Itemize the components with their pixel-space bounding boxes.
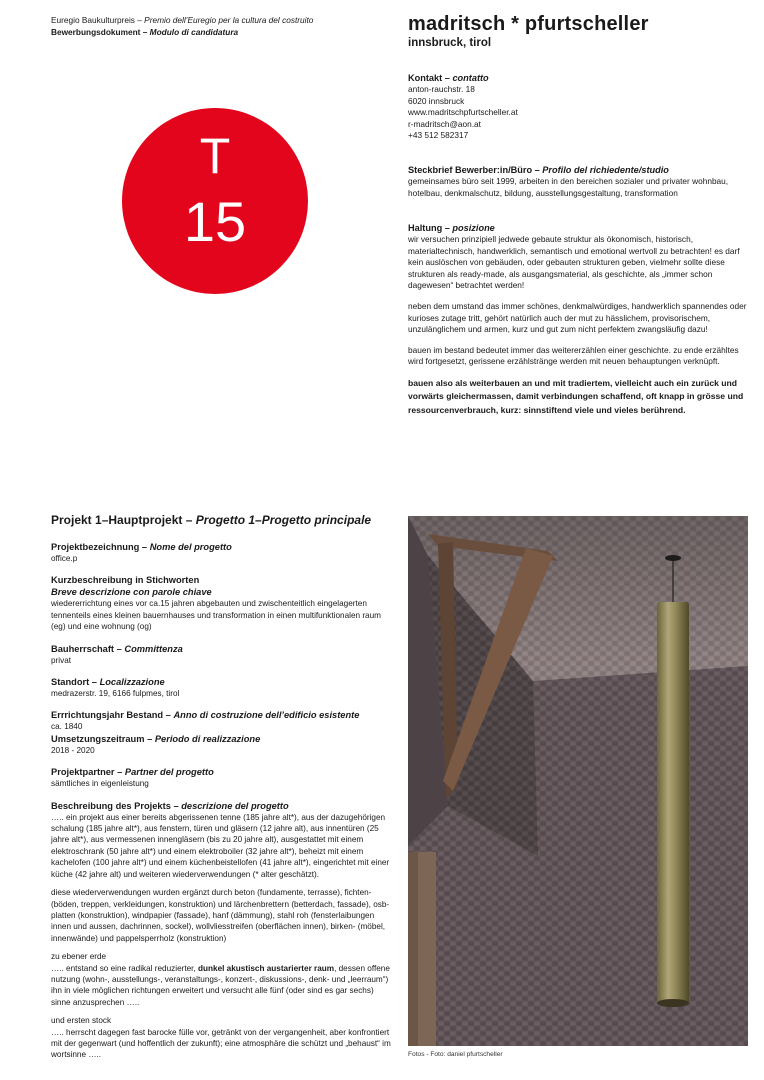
interior-photo-illustration: [408, 516, 748, 1046]
photo-credit: Fotos - Foto: daniel pfurtscheller: [408, 1051, 503, 1058]
construction-year: ca. 1840: [51, 722, 83, 732]
contact-section: [408, 72, 754, 142]
badge-number: 15: [183, 190, 247, 253]
contact-email[interactable]: r-madritsch@aon.at: [408, 118, 481, 129]
position-paragraph-2: neben dem umstand das immer schönes, denkmalwürdiges, handwerklich spannendes oder kurioses zutage tritt, gehört natürlich auch der mut zu hässlichem, provisorischem, unzulänglichem und armen, kurz und gut zum nicht perfektem zwangsläufig dazu!: [408, 300, 747, 335]
profile-heading: Steckbrief Bewerber:in/Büro – Profilo del richiedente/studio: [408, 165, 669, 175]
document-type: Bewerbungsdokument – Modulo di candidatura: [51, 27, 239, 37]
profile-text: gemeinsames büro seit 1999, arbeiten in den bereichen sozialer und privater wohnbau, hotelbau, denkmalschutz, bildung, ausstellungsgestaltung, transformation: [408, 176, 729, 198]
project-title: Projekt 1–Hauptprojekt – Progetto 1–Progetto principale: [51, 513, 372, 527]
contact-website[interactable]: www.madritschpfurtscheller.at: [408, 107, 518, 118]
position-paragraph-4: bauen also als weiterbauen an und mit tradiertem, vielleicht auch ein zurück und vorwärts gleichermassen, damit verbindungen schaffend, oft knapp in grösse und ressourcenverbrauch, kurz: sinnstiftend viele und vieles berührend.: [408, 377, 744, 415]
contact-heading: Kontakt – contatto: [408, 73, 489, 83]
period-block: Umsetzungszeitraum – Periodo di realizzazione 2018 - 2020: [51, 733, 391, 756]
realization-period: 2018 - 2020: [51, 745, 95, 755]
position-paragraph-1: wir versuchen prinzipiell jedwede gebaute struktur als ökonomisch, historisch, materialtechnisch, handwerklich, semantisch und emotional wertvoll zu betrachten! es darf kein auslöschen von gebäuden, oder gebauten strukturen geben, vielmehr sollte diese strukturen als ready-made, als ausgangsmaterial, als geschichte, als „immer schon dagewesen“ betrachtet werden!: [408, 234, 740, 291]
contact-phone: +43 512 582317: [408, 130, 469, 141]
client-block: Bauherrschaft – Committenza privat: [51, 643, 391, 666]
position-section: [408, 222, 754, 426]
description-paragraph-4: und ersten stock ….. herrscht dagegen fast barocke fülle vor, getränkt von der vergangenheit, aber konfrontiert mit der gegenwart (und hoffentlich der zukunft); eine atmosphäre die schützt und „behaust“ im wortsinne …..: [51, 1016, 391, 1060]
contact-address-city: 6020 innsbruck: [408, 95, 465, 106]
project-photo: [408, 516, 748, 1046]
firm-block: [408, 12, 748, 50]
description-paragraph-3: zu ebener erde ….. entstand so eine radikal reduzierter, dunkel akustisch austarierter raum, dessen offene nutzung (wohn-, ausstellungs-, veranstaltungs-, konzert-, diskussions-, denk- und „leerraum“) ihn in viele möglichen richtungen erweitert und versucht alle fünf (oder sind es gar sechs) sinne anzusprechen …..: [51, 952, 390, 1007]
partner-block: Projektpartner – Partner del progetto sämtliches in eigenleistung: [51, 766, 391, 789]
location-block: Standort – Localizzazione medrazerstr. 19, 6166 fulpmes, tirol: [51, 676, 391, 699]
partner: sämtliches in eigenleistung: [51, 779, 149, 789]
client: privat: [51, 655, 72, 665]
brief-description: wiedererrichtung eines vor ca.15 jahren abgebauten und zwischenteitlich eingelagerten tennenteils eines kleinen bauernhauses und transformation in einen multifunktionalen raum (eg) und eine wohnung (og): [51, 599, 381, 632]
competition-title: Euregio Baukulturpreis – Premio dell’Euregio per la cultura del costruito: [51, 15, 314, 25]
construction-year-block: Errrichtungsjahr Bestand – Anno di costruzione dell’edificio esistente ca. 1840: [51, 709, 391, 732]
project-details: [51, 541, 391, 1068]
brief-description-block: Kurzbeschreibung in Stichworten Breve descrizione con parole chiave wiedererrichtung eines vor ca.15 jahren abgebauten und zwischenteitlich eingelagerten tennenteils eines kleinen bauernhauses und transformation in einen multifunktionalen raum (eg) und eine wohnung (og): [51, 574, 391, 632]
position-heading: Haltung – posizione: [408, 223, 495, 233]
description-paragraph-1: ….. ein projekt aus einer bereits abgerissenen tenne (185 jahre alt*), aus der dazugehörigen schalung (185 jahre alt*), aus fenstern, türen und gläsern (12 jahre alt), aus innentüren (25 jahre alt*), aus vermessenen innengläsern (bis zu 20 jahre alt), ausgestattet mit einem elektroschrank (50 jahre alt*) und einem elektroboiler (32 jahre alt*), beheizt mit einem kachelofen (100 jahre alt*) und einem küchenbeistellofen (41 jahre alt*), eingerichtet mit einer küche (42 jahre alt) und weiteren wiederverwendungen (* alter geschätzt).: [51, 812, 390, 879]
profile-section: [408, 164, 754, 199]
firm-location: innsbruck, tirol: [408, 37, 492, 49]
description-paragraph-2: diese wiederverwendungen wurden ergänzt durch beton (fundamente, terrasse), fichten- (böden, treppen, verkleidungen, konstruktion) und lärchenbrettern (betterdach, fassade), osb-platten (konstruktion), windpapier (fassade), hanf (dämmung), stahl roh (fensterlaibungen innen und aussen, dachrinnen, sockel), wollvliesstreifen (oberflächen innen), birken- (möbel, innenwände) und pappelsperrholz (konstruktion): [51, 888, 390, 943]
firm-name: madritsch * pfurtscheller: [408, 13, 649, 35]
competition-header: [51, 14, 371, 38]
description-block: Beschreibung des Projekts – descrizione del progetto ….. ein projekt aus einer bereits abgerissenen tenne (185 jahre alt*), aus der dazugehörigen schalung (185 jahre alt*), aus fenstern, türen und gläsern (12 jahre alt), aus innentüren (25 jahre alt*), aus vermessenen innengläsern (bis zu 20 jahre alt), ausgestattet mit einem elektroschrank (50 jahre alt*) und einem elektroboiler (32 jahre alt*), beheizt mit einem kachelofen (100 jahre alt*) und einem küchenbeistellofen (41 jahre alt*), eingerichtet mit einer küche (42 jahre alt) und weiteren wiederverwendungen (* alter geschätzt). diese wiederverwendungen wurden ergänzt durch beton (fundamente, terrasse), fichten- (böden, treppen, verkleidungen, konstruktion) und lärchenbrettern (betterdach, fassade), osb-platten (konstruktion), windpapier (fassade), hanf (dämmung), stahl roh (fensterlaibungen innen und aussen, dachrinnen, sockel), wollvliesstreifen (oberflächen innen), birken- (möbel, innenwände) und pappelsperrholz (konstruktion) zu ebener erde ….. entstand so eine radikal reduzierter, dunkel akustisch austarierter raum, dessen offene nutzung (wohn-, ausstellungs-, veranstaltungs-, konzert-, diskussions-, denk- und „leerraum“) ihn in viele möglichen richtungen erweitert und versucht alle fünf (oder sind es gar sechs) sinne anzusprechen ….. und ersten stock ….. herrscht dagegen fast barocke fülle vor, getränkt von der vergangenheit, aber konfrontiert mit der gegenwart (und hoffentlich der zukunft); eine atmosphäre die schützt und „behaust“ im wortsinne …..: [51, 800, 391, 1060]
project-name-block: Projektbezeichnung – Nome del progetto office.p: [51, 541, 391, 564]
project-name: office.p: [51, 554, 78, 563]
location: medrazerstr. 19, 6166 fulpmes, tirol: [51, 689, 180, 699]
contact-address-street: anton-rauchstr. 18: [408, 84, 475, 94]
entry-number-badge: [122, 108, 308, 294]
badge-letter: T: [199, 128, 231, 184]
position-paragraph-3: bauen im bestand bedeutet immer das weitererzählen einer geschichte. zu ende erzähltes wird fortgesetzt, gerissene erzählstränge werden mit neuen behauptungen verknüpft.: [408, 344, 739, 367]
